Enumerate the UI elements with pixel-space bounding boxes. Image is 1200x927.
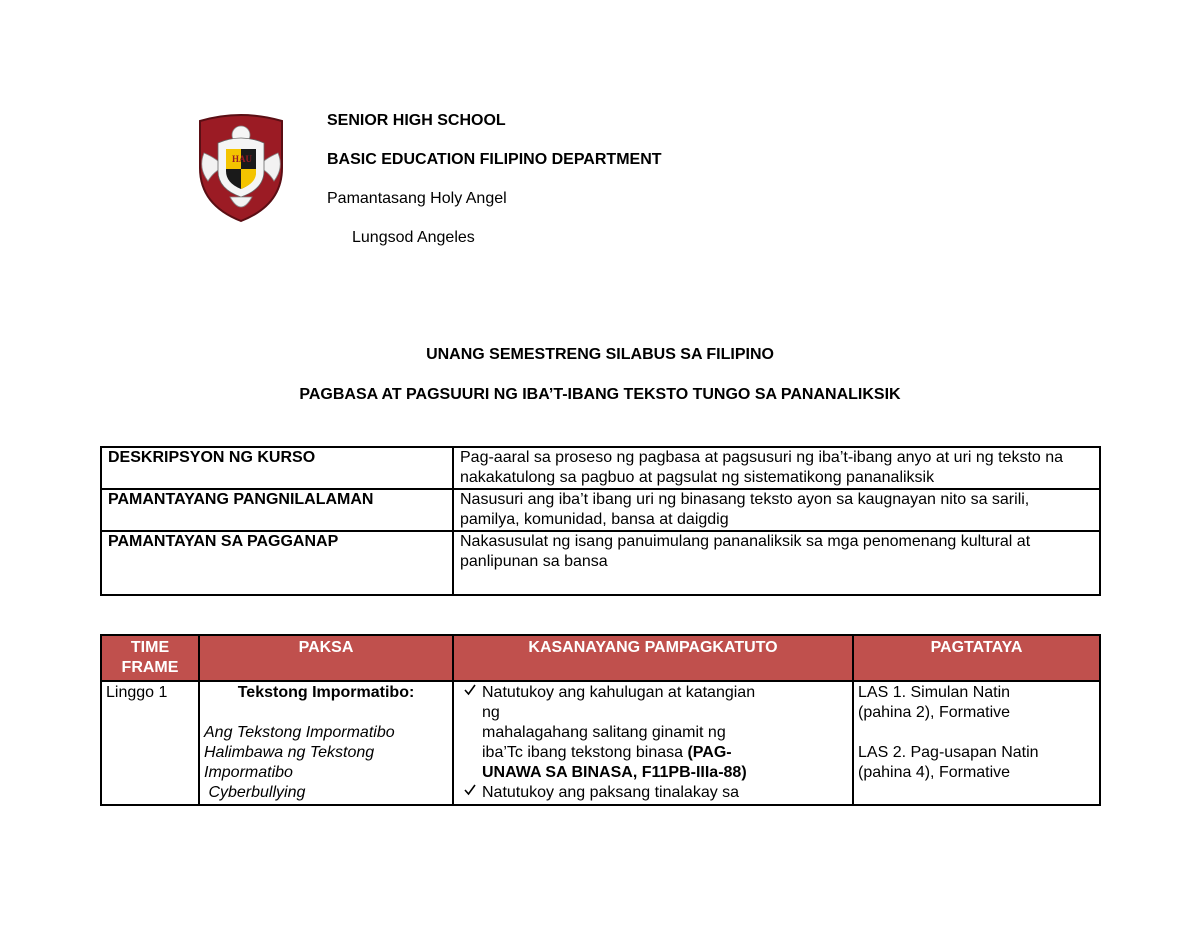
course-row-value: Pag-aaral sa proseso ng pagbasa at pagsusuri ng iba’t-ibang anyo at uri ng teksto na nakakatulong sa pagbuo at pagsulat ng sistematikong pananaliksik — [453, 447, 1100, 489]
course-row-label: PAMANTAYAN SA PAGGANAP — [101, 531, 453, 595]
assessment-line: LAS 2. Pag-usapan Natin — [858, 744, 1039, 761]
course-row — [101, 489, 1100, 531]
topic-cell — [199, 681, 453, 805]
check-icon — [458, 783, 482, 803]
topic-item: Impormatibo — [204, 764, 293, 781]
assessment-line: (pahina 2), Formative — [858, 704, 1011, 721]
skill-item — [458, 683, 848, 783]
topic-title: Tekstong Impormatibo: — [237, 684, 415, 701]
skill-line: iba’Tc ibang tekstong binasa — [482, 744, 688, 761]
header-time-frame: TIME FRAME — [101, 635, 199, 681]
topic-item: Halimbawa ng Tekstong — [204, 744, 375, 761]
header-paksa: PAKSA — [199, 635, 453, 681]
assessment-line: (pahina 4), Formative — [858, 764, 1011, 781]
syllabus-title: UNANG SEMESTRENG SILABUS SA FILIPINO — [426, 346, 774, 363]
course-row-label: DESKRIPSYON NG KURSO — [101, 447, 453, 489]
department-heading: BASIC EDUCATION FILIPINO DEPARTMENT — [327, 151, 662, 168]
header-kasanayan: KASANAYANG PAMPAGKATUTO — [453, 635, 853, 681]
school-level-heading: SENIOR HIGH SCHOOL — [327, 112, 506, 129]
schedule-table — [100, 634, 1101, 806]
logo-lettering: HAU — [232, 154, 252, 164]
course-row — [101, 531, 1100, 595]
skill-item — [458, 783, 848, 803]
assessment-cell — [853, 681, 1100, 805]
course-description-table — [100, 446, 1101, 596]
table-row — [101, 681, 1100, 805]
skills-cell — [453, 681, 853, 805]
header-pagtataya: PAGTATAYA — [853, 635, 1100, 681]
assessment-line: LAS 1. Simulan Natin — [858, 684, 1011, 701]
skill-line: Natutukoy ang kahulugan at katangian — [482, 684, 756, 701]
time-frame-cell: Linggo 1 — [101, 681, 199, 805]
course-row-value: Nakasusulat ng isang panuimulang pananaliksik sa mga penomenang kultural at panlipunan sa bansa — [453, 531, 1100, 595]
competency-code: UNAWA SA BINASA, F11PB-IIIa-88) — [482, 764, 747, 781]
university-shield-logo — [196, 113, 286, 223]
course-title: PAGBASA AT PAGSUURI NG IBA’T-IBANG TEKSTO TUNGO SA PANANALIKSIK — [299, 386, 901, 403]
university-name: Pamantasang Holy Angel — [327, 190, 507, 207]
course-row-label: PAMANTAYANG PANGNILALAMAN — [101, 489, 453, 531]
schedule-header-row — [101, 635, 1100, 681]
topic-item: Ang Tekstong Impormatibo — [204, 724, 395, 741]
skill-line: ng — [482, 704, 500, 721]
skill-line: Natutukoy ang paksang tinalakay sa — [482, 784, 740, 801]
city-name: Lungsod Angeles — [352, 229, 475, 246]
course-row — [101, 447, 1100, 489]
check-icon — [458, 683, 482, 783]
course-row-value: Nasusuri ang iba’t ibang uri ng binasang teksto ayon sa kaugnayan nito sa sarili, pamilya, komunidad, bansa at daigdig — [453, 489, 1100, 531]
skill-line: mahalagahang salitang ginamit ng — [482, 724, 726, 741]
competency-code: (PAG- — [687, 744, 732, 761]
topic-item: Cyberbullying — [204, 784, 306, 801]
